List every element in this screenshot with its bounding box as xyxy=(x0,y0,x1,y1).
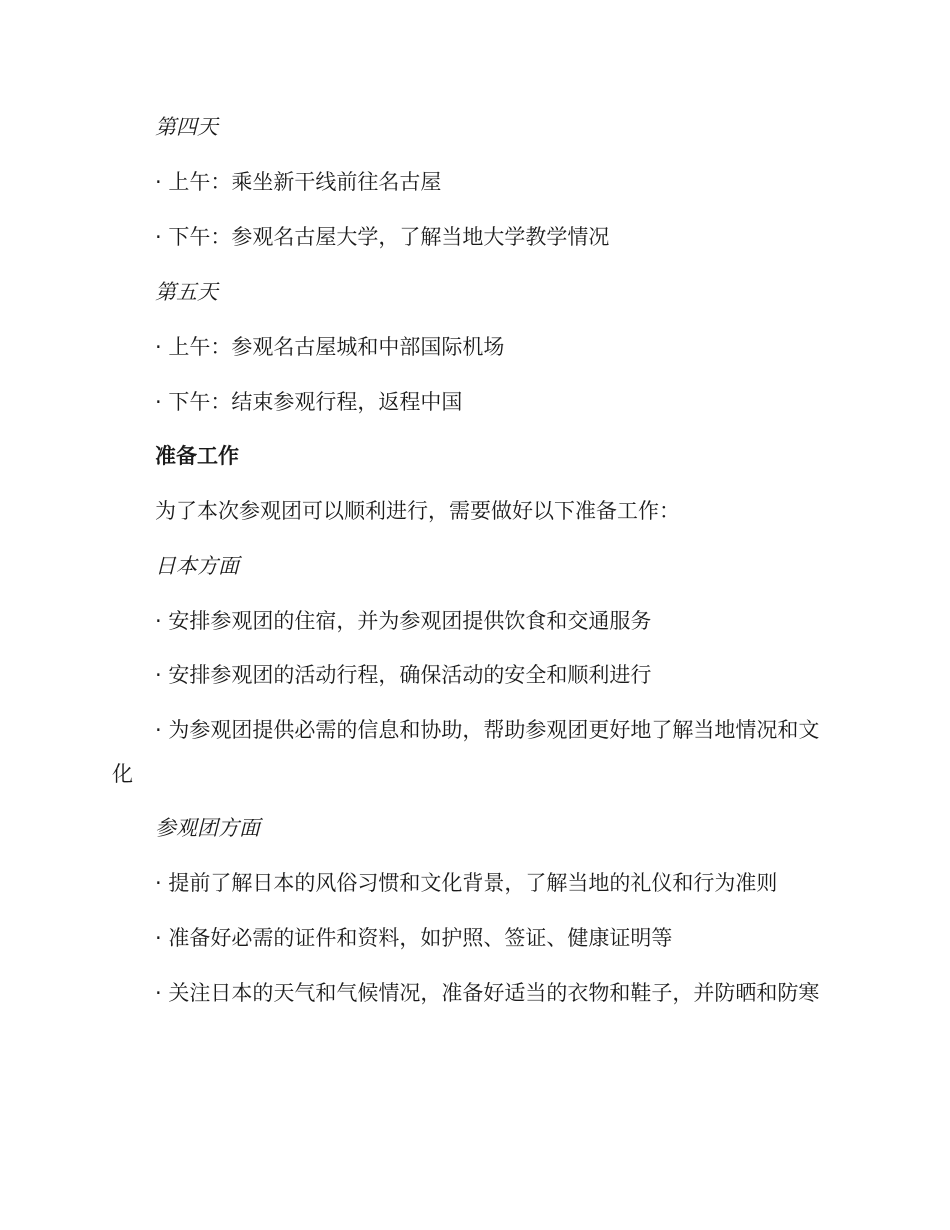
day5-afternoon-item: · 下午：结束参观行程，返程中国 xyxy=(155,390,463,414)
day4-heading: 第四天 xyxy=(155,115,218,139)
preparation-heading: 准备工作 xyxy=(155,444,239,468)
delegation-side-heading: 参观团方面 xyxy=(155,816,260,840)
day4-morning-item: · 上午：乘坐新干线前往名古屋 xyxy=(155,170,442,194)
japan-item-2: · 安排参观团的活动行程，确保活动的安全和顺利进行 xyxy=(155,663,652,687)
japan-item-3: · 为参观团提供必需的信息和协助，帮助参观团更好地了解当地情况和文化 xyxy=(112,718,820,786)
delegation-item-3: · 关注日本的天气和气候情况，准备好适当的衣物和鞋子，并防晒和防寒 xyxy=(155,981,820,1005)
delegation-item-1: · 提前了解日本的风俗习惯和文化背景，了解当地的礼仪和行为准则 xyxy=(155,871,778,895)
japan-side-heading: 日本方面 xyxy=(155,554,239,578)
preparation-intro: 为了本次参观团可以顺利进行，需要做好以下准备工作： xyxy=(155,499,680,523)
delegation-item-2: · 准备好必需的证件和资料，如护照、签证、健康证明等 xyxy=(155,926,673,950)
day4-afternoon-item: · 下午：参观名古屋大学，了解当地大学教学情况 xyxy=(155,225,610,249)
japan-item-1: · 安排参观团的住宿，并为参观团提供饮食和交通服务 xyxy=(155,609,652,633)
day5-heading: 第五天 xyxy=(155,280,218,304)
day5-morning-item: · 上午：参观名古屋城和中部国际机场 xyxy=(155,335,505,359)
